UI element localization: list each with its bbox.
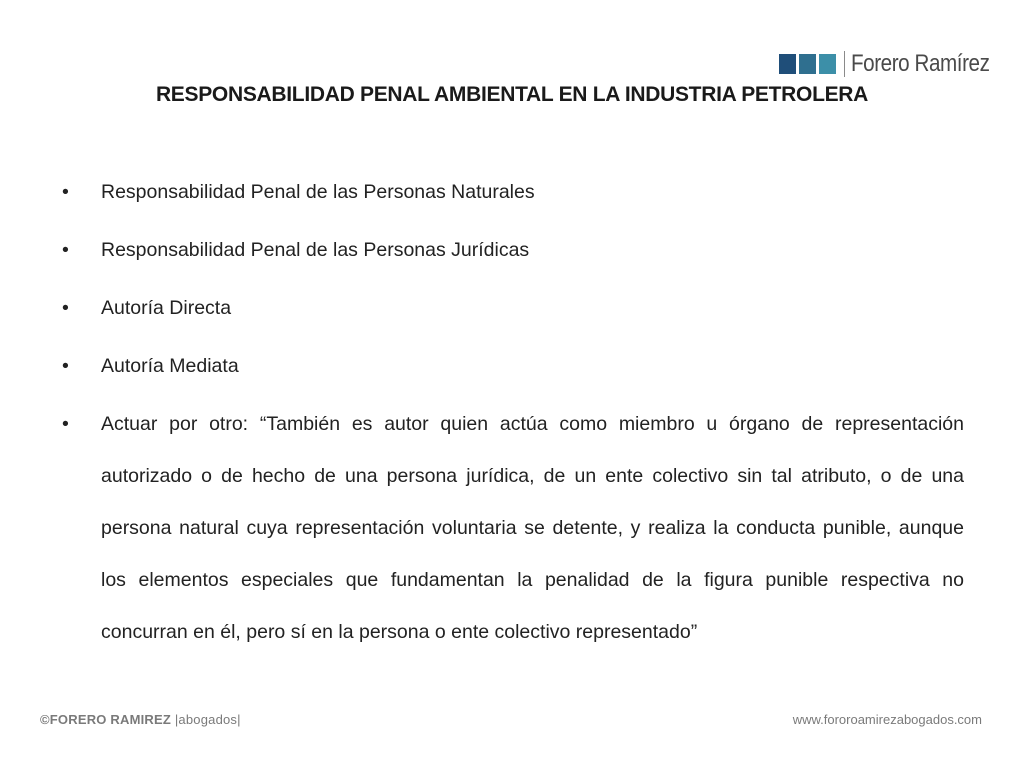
bullet-dot: • (62, 239, 69, 261)
footer-suffix: |abogados| (171, 712, 241, 727)
logo-blocks (779, 54, 836, 74)
logo-text: Forero Ramírez (851, 50, 990, 77)
bullet-text: Responsabilidad Penal de las Personas Jurídicas (101, 239, 530, 261)
bullet-item (62, 224, 964, 276)
bullet-text: Autoría Mediata (101, 355, 239, 377)
bullet-dot: • (62, 297, 69, 319)
bullet-item (62, 282, 964, 334)
bullet-dot: • (62, 181, 69, 203)
bullet-text: Actuar por otro: “También es autor quien actúa como miembro u órgano de representación autorizado o de hecho de una persona jurídica, de un ente colectivo sin tal atributo, o de una persona natural cuya representación voluntaria se detente, y realiza la conducta punible, aunque los elementos especiales que fundamentan la penalidad de la figura punible respectiva no concurran en él, pero sí en la persona o ente colectivo representado” (101, 413, 964, 643)
bullet-item (62, 398, 964, 658)
firm-logo (779, 50, 1012, 78)
bullet-text: Autoría Directa (101, 297, 232, 319)
bullet-text: Responsabilidad Penal de las Personas Naturales (101, 181, 535, 203)
bullet-item (62, 166, 964, 218)
slide-title: RESPONSABILIDAD PENAL AMBIENTAL EN LA INDUSTRIA PETROLERA (155, 83, 869, 106)
bullet-item (62, 340, 964, 392)
footer-brand: ©FORERO RAMIREZ (40, 712, 172, 727)
footer-copyright (40, 712, 241, 727)
bullet-list (62, 166, 964, 664)
bullet-dot: • (62, 355, 69, 377)
logo-block-3 (819, 54, 836, 74)
bullet-dot: • (62, 413, 69, 435)
logo-divider (844, 51, 845, 77)
logo-block-1 (779, 54, 796, 74)
footer-website: www.fororoamirezabogados.com (792, 712, 982, 727)
logo-block-2 (799, 54, 816, 74)
